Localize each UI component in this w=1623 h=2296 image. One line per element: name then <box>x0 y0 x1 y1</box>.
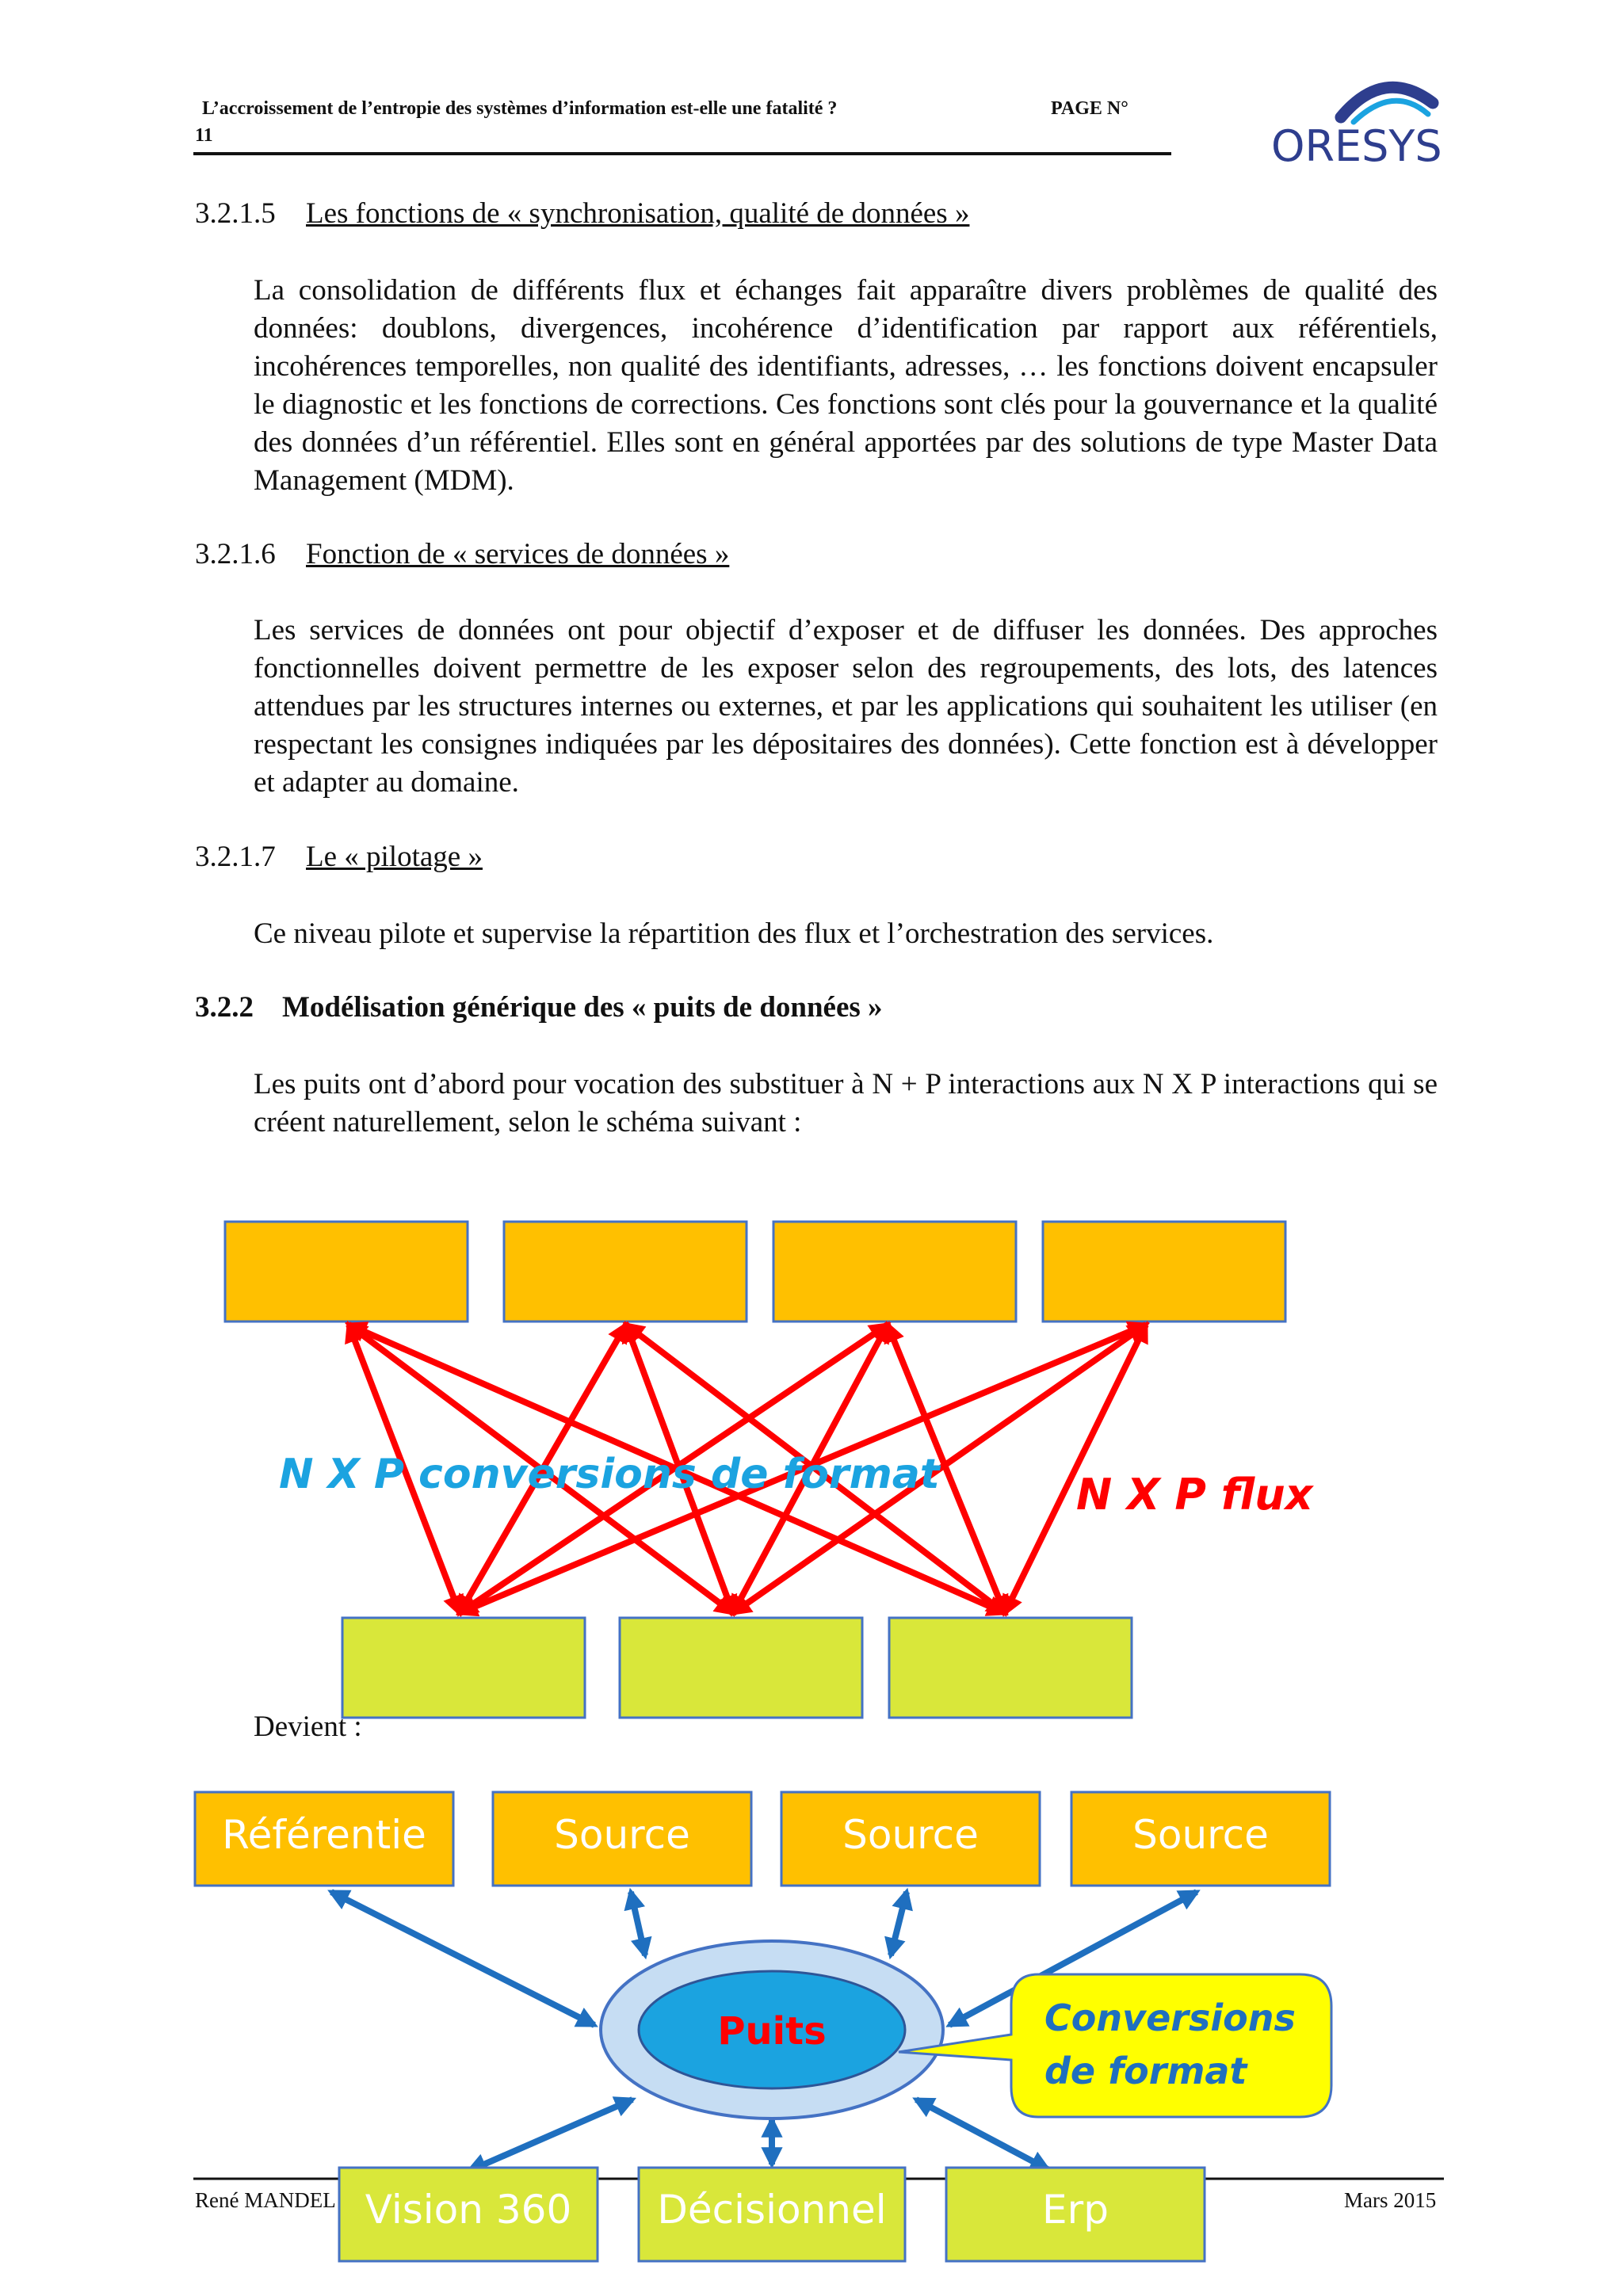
top-box-label: Source <box>554 1812 690 1858</box>
section-body-3215: La consolidation de différents flux et échanges fait apparaître divers problèmes de qualité des données: doublons, divergences, incohérence d’identification par rapport aux référentiels, incohérences temporelles, non qualité des identifiants, adresses, … les fonctions doivent encapsuler le diagnostic et les fonctions de corrections. Ces fonctions sont clés pour la gouvernance et la qualité des données d’un référentiel. Elles sont en général apportées par des solutions de type Master Data Management (MDM). <box>254 274 1438 497</box>
subsection-title: Modélisation générique des « puits de données » <box>282 991 883 1024</box>
puits-arrow <box>469 2100 632 2171</box>
section-number: 3.2.1.7 <box>195 841 276 873</box>
section-title: Le « pilotage » <box>306 841 483 873</box>
subsection-body-322: Les puits ont d’abord pour vocation des substituer à N + P interactions aux N X P interactions qui se créent naturellement, selon le schéma suivant : <box>254 1068 1438 1138</box>
label-nxp-conversions: N X P conversions de format <box>279 1451 940 1498</box>
footer-author: René MANDEL <box>195 2188 336 2212</box>
footer-date: Mars 2015 <box>1344 2188 1437 2212</box>
section-body-3217: Ce niveau pilote et supervise la répartition des flux et l’orchestration des services. <box>254 917 1214 950</box>
top-box-3 <box>773 1222 1016 1322</box>
section-number: 3.2.1.6 <box>195 538 276 570</box>
bottom-box-label: Décisionnel <box>657 2187 887 2233</box>
bottom-box-label: Erp <box>1042 2187 1109 2233</box>
puits-arrow <box>331 1892 594 2025</box>
puits-arrow <box>891 1892 907 1955</box>
top-box-1 <box>225 1222 468 1322</box>
callout-line-1: Conversions <box>1044 1997 1296 2039</box>
diagram-puits <box>195 1792 1331 2171</box>
bottom-box-label: Vision 360 <box>365 2187 572 2233</box>
bottom-box-2 <box>620 1618 862 1718</box>
top-box-4 <box>1043 1222 1285 1322</box>
header-page-label: PAGE N° <box>1051 98 1128 119</box>
logo-wordmark: ORESYS <box>1271 121 1442 171</box>
puits-arrow <box>631 1892 645 1955</box>
flux-arrow <box>1005 1325 1146 1613</box>
section-title: Les fonctions de « synchronisation, qualité de données » <box>306 197 970 230</box>
callout-line-2: de format <box>1044 2050 1247 2092</box>
top-box-label: Référentie <box>222 1812 426 1858</box>
top-box-label: Source <box>1132 1812 1269 1858</box>
diagram-nxp <box>225 1222 1315 1718</box>
diagram-puits-bottom <box>339 2168 1205 2261</box>
label-nxp-flux: N X P flux <box>1076 1470 1313 1520</box>
header-title: L’accroissement de l’entropie des systèmes d’information est-elle une fatalité ? <box>202 98 838 119</box>
puits-label: Puits <box>717 2009 827 2054</box>
section-title: Fonction de « services de données » <box>306 538 730 570</box>
bottom-box-3 <box>889 1618 1132 1718</box>
devient-label: Devient : <box>254 1711 362 1743</box>
top-box-label: Source <box>842 1812 979 1858</box>
header-page-number: 11 <box>195 125 213 146</box>
section-number: 3.2.1.5 <box>195 197 276 230</box>
top-box-2 <box>504 1222 747 1322</box>
subsection-number: 3.2.2 <box>195 991 254 1024</box>
section-body-3216: Les services de données ont pour objectif d’exposer et de diffuser les données. Des approches fonctionnelles doivent permettre de les exposer selon des regroupements, des lots, des latences attendues par les structures internes ou externes, et par les applications qui souhaitent les utiliser (en respectant les consignes indiquées par les dépositaires des données). Cette fonction est à développer et adapter au domaine. <box>254 614 1438 799</box>
conversions-callout <box>899 1974 1331 2117</box>
bottom-box-1 <box>342 1618 585 1718</box>
